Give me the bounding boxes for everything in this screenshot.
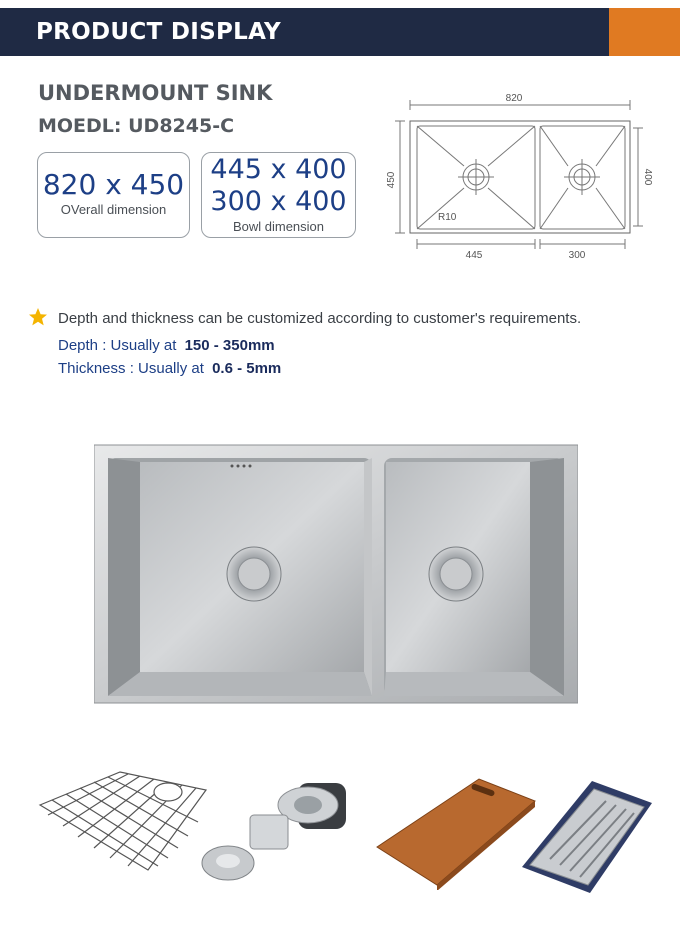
overall-dimension-box xyxy=(37,152,190,238)
bowl-dimension-box xyxy=(201,152,356,238)
drawing-radius-label: R10 xyxy=(438,212,457,223)
bowl-dimension-value-2: 300 x 400 xyxy=(210,186,347,217)
depth-spec xyxy=(58,337,275,354)
drawing-bowl-right-label: 300 xyxy=(568,250,586,261)
model-number: MOEDL: UD8245-C xyxy=(38,115,235,137)
product-name: UNDERMOUNT SINK xyxy=(38,81,273,105)
colander-image xyxy=(520,775,665,900)
strainer-set-image xyxy=(198,775,378,885)
overall-dimension-label: OVerall dimension xyxy=(60,202,167,217)
drawing-bowl-height-label: 400 xyxy=(642,168,653,186)
depth-label: Depth : Usually at xyxy=(58,337,177,354)
page-title: PRODUCT DISPLAY xyxy=(36,19,281,45)
customization-note: Depth and thickness can be customized according to customer's requirements. xyxy=(58,310,582,327)
drawing-height-label: 450 xyxy=(386,171,397,189)
grid-rack-image xyxy=(28,760,214,880)
thickness-value: 0.6 - 5mm xyxy=(212,360,282,377)
overall-dimension-value: 820 x 450 xyxy=(42,168,185,201)
star-icon xyxy=(28,307,48,327)
bowl-dimension-value-1: 445 x 400 xyxy=(210,154,347,185)
thickness-spec xyxy=(58,360,281,377)
cutting-board-image xyxy=(375,775,540,890)
drawing-bowl-left-label: 445 xyxy=(465,250,483,261)
drawing-width-label: 820 xyxy=(505,93,523,104)
thickness-label: Thickness : Usually at xyxy=(58,360,204,377)
banner-accent xyxy=(609,8,680,56)
sink-photo xyxy=(94,440,578,708)
depth-value: 150 - 350mm xyxy=(184,337,275,354)
header-banner xyxy=(0,8,609,56)
bowl-dimension-label: Bowl dimension xyxy=(232,219,325,234)
technical-drawing xyxy=(380,88,660,268)
